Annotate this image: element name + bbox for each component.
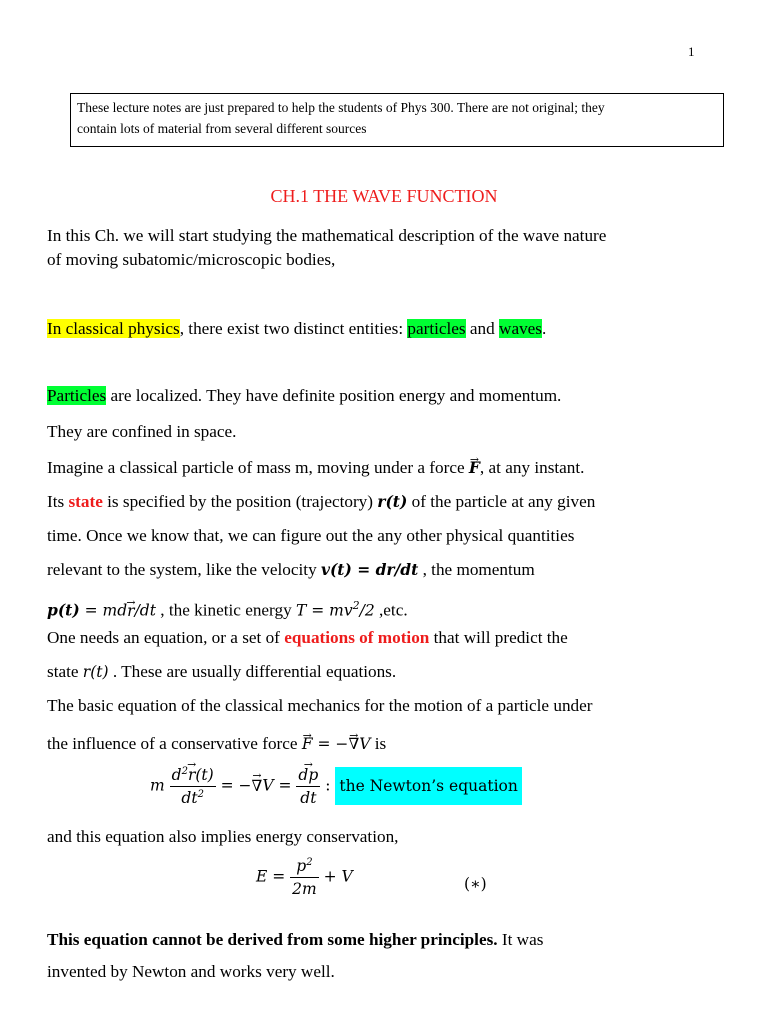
equals-sign: = <box>351 560 376 579</box>
energy-equation <box>256 857 353 898</box>
equations-line <box>47 626 568 650</box>
equals-minus: = − <box>312 735 349 753</box>
half-symbol: /2 <box>359 601 375 620</box>
closing-text: It was <box>497 930 544 949</box>
d-numerator: d <box>171 766 182 785</box>
slash-dt: /dt <box>134 601 156 620</box>
t-numerator: (t) <box>195 766 214 785</box>
etc-text: ,etc. <box>374 600 408 620</box>
imagine-text-1: Imagine a classical particle of mass m, moving under a force <box>47 458 469 477</box>
disclaimer-line-1: These lecture notes are just prepared to help the students of Phys 300. There are not original; they <box>77 100 605 115</box>
closing-line-2: invented by Newton and works very well. <box>47 962 335 981</box>
highlight-classical-physics: In classical physics <box>47 319 180 338</box>
and-text: and <box>465 319 500 338</box>
two-m-denominator: 2m <box>292 880 317 899</box>
p-exponent: 2 <box>306 857 313 868</box>
numerator-exponent: 2 <box>181 766 188 777</box>
classical-physics-line <box>47 317 546 341</box>
state-keyword: state <box>68 492 103 511</box>
equation-tag: (∗) <box>464 875 487 893</box>
kinetic-energy: T = mv <box>295 601 353 620</box>
square-exponent: 2 <box>352 599 360 612</box>
intro-line-2: of moving subatomic/microscopic bodies, <box>47 250 336 269</box>
kinetic-text: , the kinetic energy <box>155 600 296 620</box>
dp-numerator: → dp <box>298 766 318 784</box>
kinetic-fraction <box>290 857 319 898</box>
position-vector: r(t) <box>377 492 408 511</box>
period: . <box>542 319 547 338</box>
second-derivative-fraction <box>170 766 216 807</box>
momentum-text: , the momentum <box>418 560 535 579</box>
state-text-1: is specified by the position (trajectory) <box>102 492 378 511</box>
denominator-exponent: 2 <box>197 789 204 801</box>
disclaimer-line-2: contain lots of material from several different sources <box>77 121 367 136</box>
dp-denominator: dt <box>300 789 317 808</box>
r-numerator: → r <box>188 766 195 784</box>
newton-equation-label: the Newton’s equation <box>335 767 522 805</box>
colon-separator: : <box>320 776 336 795</box>
highlight-particles: particles <box>407 319 466 338</box>
classical-text: , there exist two distinct entities: <box>179 319 408 338</box>
highlight-particles-2: Particles <box>47 386 107 405</box>
energy-conservation-line: and this equation also implies energy conservation, <box>47 827 399 846</box>
v-equals: V = <box>262 776 297 795</box>
basic-equation-line: The basic equation of the classical mechanics for the motion of a particle under <box>47 696 593 715</box>
time-line: time. Once we know that, we can figure out the any other physical quantities <box>47 526 575 545</box>
momentum-symbol: p(t) <box>47 600 80 620</box>
imagine-text-2: , at any instant. <box>479 458 585 477</box>
closing-line-1 <box>47 928 543 952</box>
velocity-line <box>47 558 535 582</box>
equations-text-2: that will predict the <box>429 628 568 647</box>
particles-line <box>47 384 561 408</box>
d-symbol: d <box>117 601 128 620</box>
force-vector-2: → F <box>302 732 313 756</box>
r-of-t: r(t) <box>82 663 109 681</box>
state-text: state <box>47 662 83 681</box>
chapter-title: CH.1 THE WAVE FUNCTION <box>270 186 498 206</box>
newton-equation <box>150 766 522 807</box>
velocity-symbol: v(t) <box>320 560 352 579</box>
dt-denominator: dt <box>181 789 198 808</box>
is-text: is <box>370 734 387 753</box>
influence-line <box>47 732 386 756</box>
imagine-line <box>47 456 584 480</box>
plus-v: + V <box>318 867 353 886</box>
r-vector: → r <box>127 599 134 623</box>
equals-m: = m <box>79 601 118 620</box>
state-differential-line <box>47 660 396 684</box>
influence-text: the influence of a conservative force <box>47 734 302 753</box>
energy-symbol: E = <box>256 867 291 886</box>
dt-symbol: /dt <box>394 560 419 579</box>
state-text-2: of the particle at any given <box>407 492 596 511</box>
equations-of-motion: equations of motion <box>284 628 430 647</box>
force-vector: → F <box>469 456 480 480</box>
momentum-line <box>47 594 408 623</box>
confined-line: They are confined in space. <box>47 422 237 441</box>
nabla-symbol: → ∇ <box>348 732 359 756</box>
nabla-symbol-2: → ∇ <box>252 777 263 795</box>
dr-symbol: dr <box>375 560 395 579</box>
equations-text-1: One needs an equation, or a set of <box>47 628 285 647</box>
relevant-text: relevant to the system, like the velocity <box>47 560 321 579</box>
particles-text: are localized. They have definite position energy and momentum. <box>106 386 562 405</box>
p-numerator: p <box>296 857 307 876</box>
mass-symbol: m <box>150 776 165 795</box>
highlight-waves: waves <box>499 319 542 338</box>
intro-line-1: In this Ch. we will start studying the mathematical description of the wave nature <box>47 226 607 245</box>
state-line <box>47 490 595 514</box>
differential-text: . These are usually differential equations. <box>108 662 397 681</box>
disclaimer-box <box>70 93 724 147</box>
equals-minus-2: = − <box>215 776 252 795</box>
v-symbol: V <box>359 735 371 753</box>
page-number: 1 <box>688 44 695 59</box>
its-text: Its <box>47 492 69 511</box>
momentum-derivative-fraction <box>296 766 320 807</box>
closing-bold-text: This equation cannot be derived from some higher principles. <box>47 930 498 949</box>
